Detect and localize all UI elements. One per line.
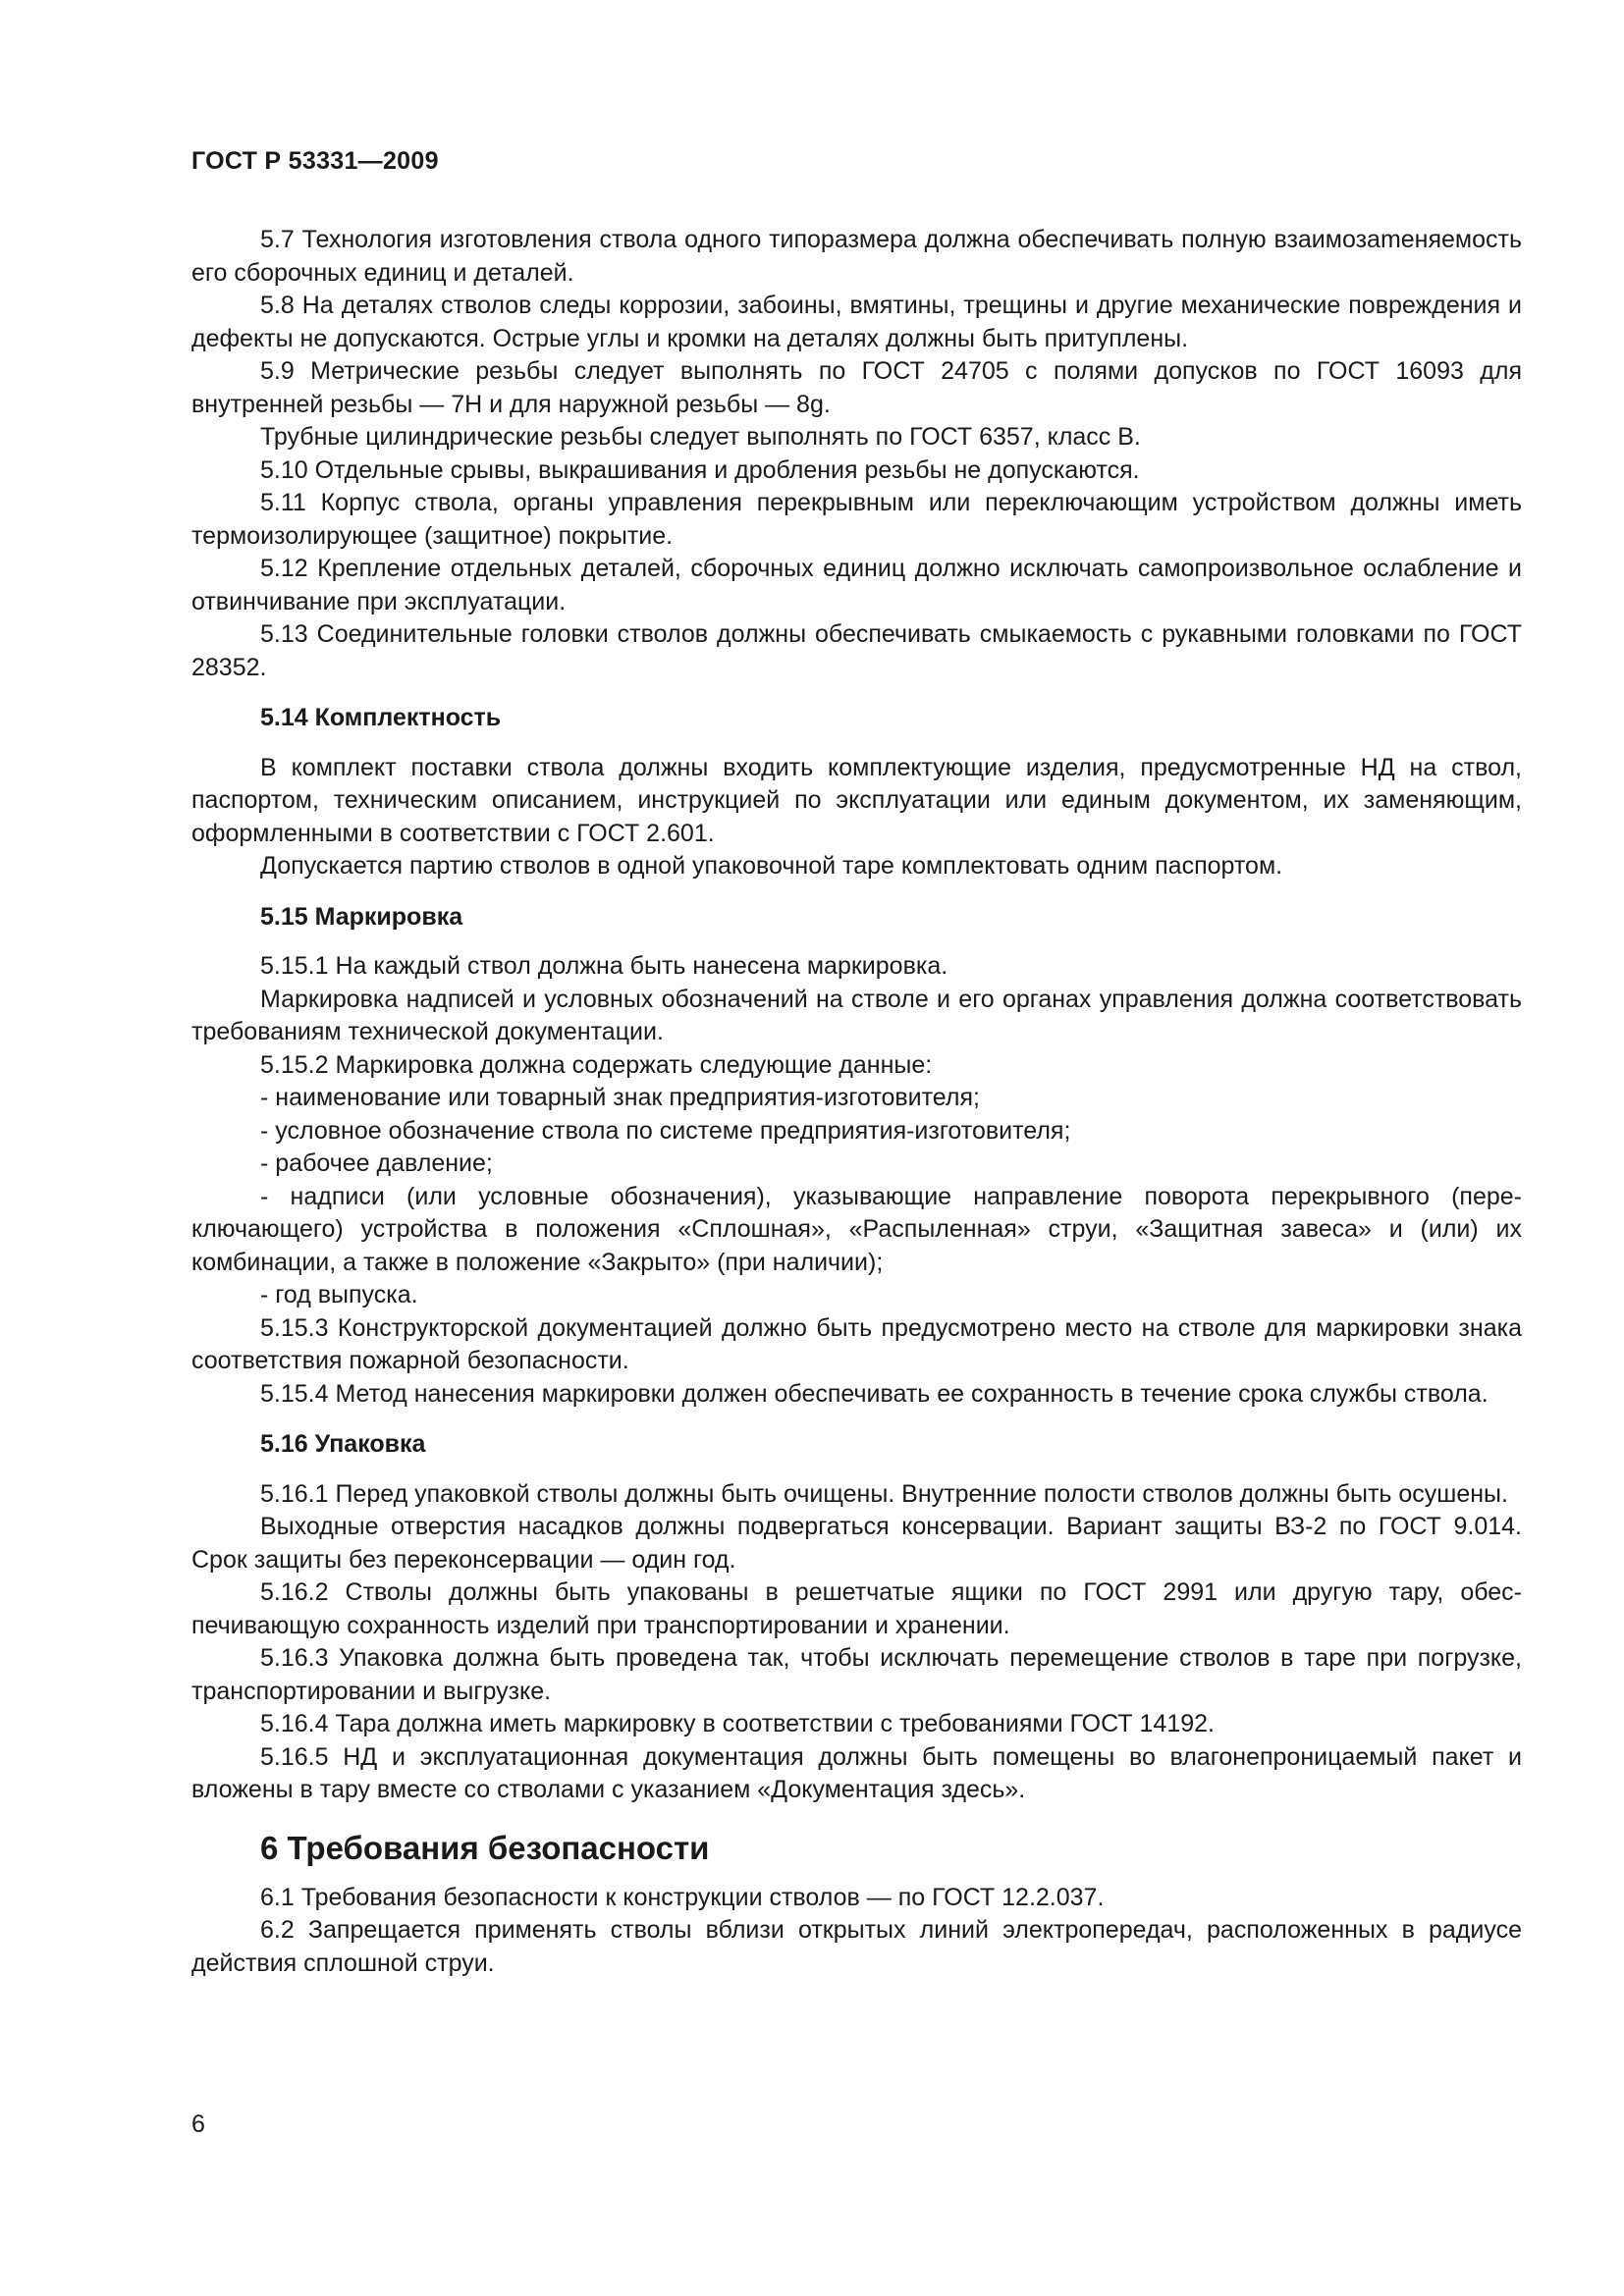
paragraph-5-8: 5.8 На деталях стволов следы коррозии, забоины, вмятины, трещины и другие механические повреждения и дефекты не допускаются. Острые углы и кромки на деталях должны быть притуплены. bbox=[191, 292, 1522, 352]
list-item-designation: - условное обозначение ствола по системе предприятия-изготовителя; bbox=[260, 1116, 1071, 1145]
paragraph-5-16-1: 5.16.1 Перед упаковкой стволы должны быть очищены. Внутренние полости стволов должны быть осушены. bbox=[260, 1479, 1508, 1508]
section-heading-6: 6 Требования безопасности bbox=[260, 1829, 710, 1866]
paragraph-5-16-4: 5.16.4 Тара должна иметь маркировку в соответствии с требованиями ГОСТ 14192. bbox=[260, 1710, 1215, 1737]
paragraph-5-16-5: 5.16.5 НД и эксплуатационная документация должны быть помещены во влагонепроницаемый пакет и вложены в тару вместе со стволами с указанием «Документация здесь». bbox=[191, 1742, 1522, 1803]
paragraph-batch-passport: Допускается партию стволов в одной упаковочной таре комплектовать одним паспортом. bbox=[260, 852, 1283, 880]
paragraph-5-15-1: 5.15.1 На каждый ствол должна быть нанесена маркировка. bbox=[260, 952, 948, 980]
paragraph-5-16-3: 5.16.3 Упаковка должна быть проведена так, чтобы исключать перемещение стволов в таре при погрузке, транспортировании и выгрузке. bbox=[191, 1644, 1522, 1705]
page-number: 6 bbox=[191, 2110, 205, 2138]
list-item-inscriptions: - надписи (или условные обозначения), указывающие направление поворота перекрывного (переключающего) устройства в положения «Сплошная», «Распыленная» струи, «Защитная завеса» и (или) их комбинации, а также в положение «Закрыто» (при наличии); bbox=[191, 1182, 1522, 1276]
paragraph-pipe-threads: Трубные цилиндрические резьбы следует выполнять по ГОСТ 6357, класс В. bbox=[260, 423, 1141, 451]
paragraph-5-16-2: 5.16.2 Стволы должны быть упакованы в решетчатые ящики по ГОСТ 2991 или другую тару, обеспечивающую сохранность изделий при транспортировании и хранении. bbox=[191, 1578, 1522, 1639]
subsection-heading-5-14: 5.14 Комплектность bbox=[260, 704, 502, 731]
list-item-pressure: - рабочее давление; bbox=[260, 1149, 493, 1177]
paragraph-5-11: 5.11 Корпус ствола, органы управления перекрывным или переключающим устройством должны иметь термоизолирующее (защитное) покрытие. bbox=[191, 489, 1522, 550]
document-header: ГОСТ Р 53331—2009 bbox=[191, 147, 439, 175]
list-item-manufacturer: - наименование или товарный знак предприятия-изготовителя; bbox=[260, 1084, 980, 1111]
document-body bbox=[191, 224, 1522, 1980]
paragraph-5-13: 5.13 Соединительные головки стволов должны обеспечивать смыкаемость с рукавными головками по ГОСТ 28352. bbox=[191, 620, 1522, 681]
paragraph-5-15-2: 5.15.2 Маркировка должна содержать следующие данные: bbox=[260, 1050, 933, 1079]
subsection-heading-5-16: 5.16 Упаковка bbox=[260, 1430, 426, 1458]
list-item-year: - год выпуска. bbox=[260, 1281, 418, 1308]
paragraph-5-12: 5.12 Крепление отдельных деталей, сборочных единиц должно исключать самопроизвольное ослабление и отвинчивание при эксплуатации. bbox=[191, 555, 1522, 615]
paragraph-5-7: 5.7 Технология изготовления ствола одного типоразмера должна обеспечивать полную взаимозаmeняемость его сборочных единиц и деталей. bbox=[191, 226, 1522, 287]
paragraph-5-10: 5.10 Отдельные срывы, выкрашивания и дробления резьбы не допускаются. bbox=[260, 455, 1140, 484]
paragraph-6-1: 6.1 Требования безопасности к конструкции стволов — по ГОСТ 12.2.037. bbox=[260, 1883, 1105, 1911]
paragraph-preservation: Выходные отверстия насадков должны подвергаться консервации. Вариант защиты ВЗ-2 по ГОСТ 9.014. Срок защиты без переконсервации — один год. bbox=[191, 1513, 1522, 1574]
paragraph-5-15-4: 5.15.4 Метод нанесения маркировки должен обеспечивать ее сохранность в течение срока службы ствола. bbox=[260, 1379, 1489, 1408]
paragraph-completeness: В комплект поставки ствола должны входить комплектующие изделия, предусмотренные НД на ствол, паспортом, техническим описанием, инструкцией по эксплуатации или единым документом, их заменяющим, оформленными в соответствии с ГОСТ 2.601. bbox=[191, 753, 1522, 847]
paragraph-5-15-3: 5.15.3 Конструкторской документацией должно быть предусмотрено место на стволе для маркировки знака соответствия пожарной безопасности. bbox=[191, 1313, 1522, 1374]
paragraph-5-9: 5.9 Метрические резьбы следует выполнять по ГОСТ 24705 с полями допусков по ГОСТ 16093 для внутренней резьбы — 7Н и для наружной резьбы — 8g. bbox=[191, 357, 1522, 418]
paragraph-marking-labels: Маркировка надписей и условных обозначений на стволе и его органах управления должна соответствовать требованиям технической документации. bbox=[191, 985, 1522, 1045]
paragraph-6-2: 6.2 Запрещается применять стволы вблизи открытых линий электропередач, расположенных в радиусе действия сплошной струи. bbox=[191, 1916, 1522, 1977]
subsection-heading-5-15: 5.15 Маркировка bbox=[260, 902, 463, 931]
